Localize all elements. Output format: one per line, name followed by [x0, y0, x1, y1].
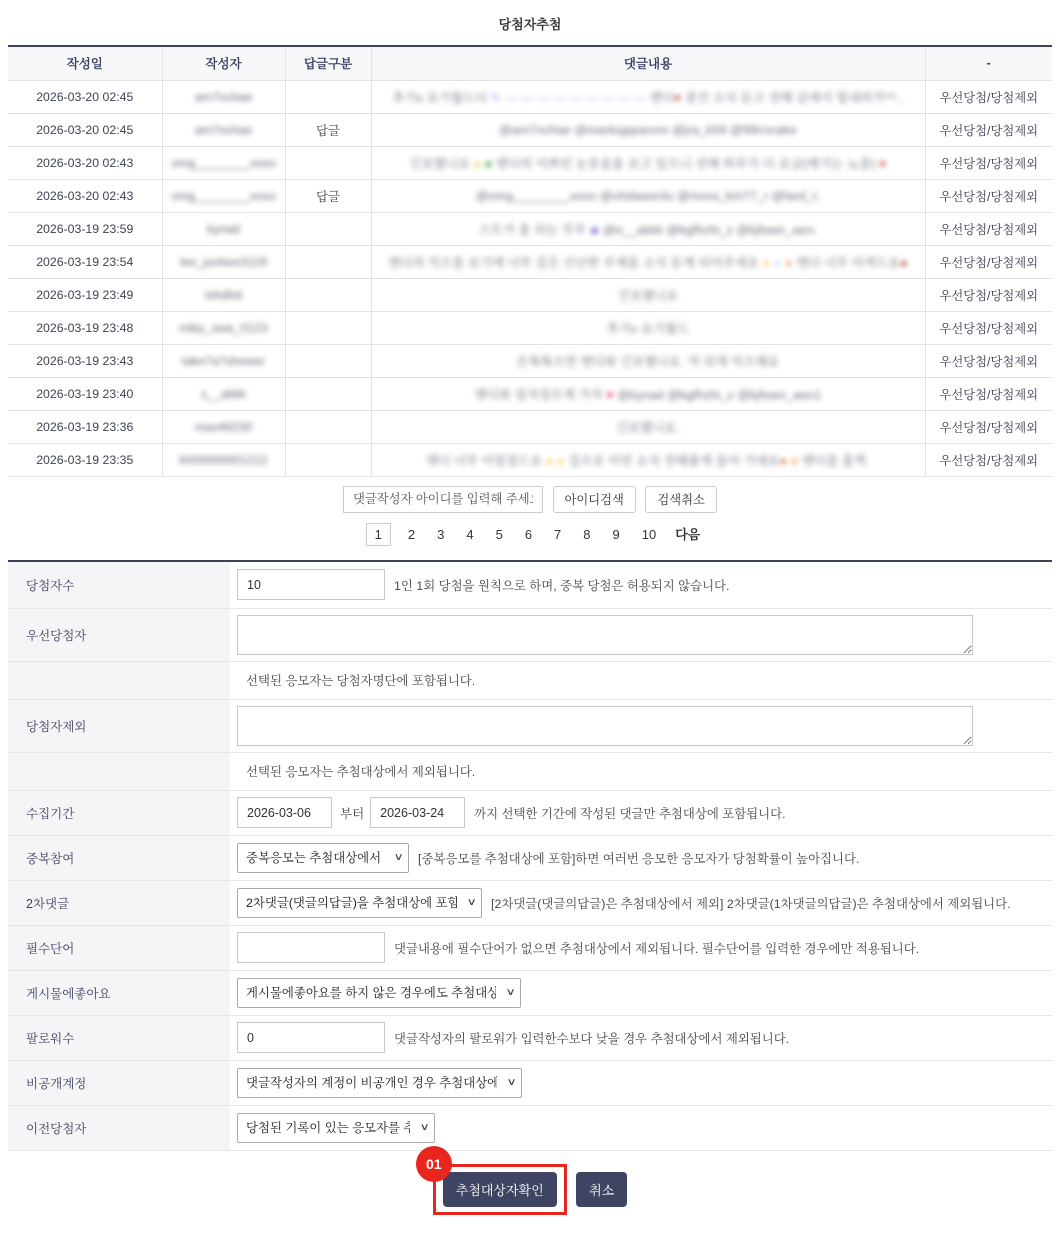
author-id-blurred: kynad	[207, 221, 240, 236]
cell-comment	[371, 443, 925, 476]
table-row	[8, 179, 1052, 212]
comment-segment: ♥	[606, 387, 614, 402]
priority-win-exclude-link[interactable]: 우선당첨/당첨제외	[939, 90, 1038, 105]
priority-win-exclude-link[interactable]: 우선당첨/당첨제외	[939, 387, 1038, 402]
cell-actions	[925, 377, 1052, 410]
form-content-private-account	[230, 1062, 1052, 1104]
author-id-blurred: take7a7shower	[181, 353, 266, 368]
cell-actions	[925, 245, 1052, 278]
table-header-row	[8, 46, 1052, 80]
comment-content-blurred	[616, 421, 680, 435]
cell-actions	[925, 278, 1052, 311]
cell-reply-type	[285, 80, 371, 113]
cell-date: 2026-03-19 23:49	[8, 278, 162, 311]
comment-segment: ●	[773, 255, 782, 270]
form-content-winner-exclude	[230, 700, 1052, 752]
comment-content-blurred	[409, 157, 886, 171]
comment-segment: 앤디를 훌쩍.	[798, 453, 870, 468]
cell-actions	[925, 179, 1052, 212]
cell-actions	[925, 113, 1052, 146]
cell-author	[162, 311, 285, 344]
footer-actions	[0, 1155, 1060, 1233]
priority-win-exclude-link[interactable]: 우선당첨/당첨제외	[939, 354, 1038, 369]
form-label-post-like: 게시물에좋아요	[8, 971, 230, 1015]
form-row-previous-winner	[8, 1106, 1052, 1151]
comment-table	[8, 45, 1052, 477]
comment-content-blurred	[388, 256, 908, 270]
cell-actions	[925, 311, 1052, 344]
comment-segment: 앤디와 설저질르게 가자	[474, 387, 607, 402]
col-header-author: 작성자	[162, 46, 285, 80]
step-01-badge: 01	[416, 1146, 452, 1182]
next-page-link[interactable]: 다음	[675, 526, 701, 542]
form-label-duplicate-entry: 중복참여	[8, 836, 230, 880]
author-id-blurred: max46230	[194, 419, 253, 434]
comment-segment: ●	[557, 453, 565, 468]
comment-segment: ●	[900, 255, 908, 270]
cell-comment	[371, 245, 925, 278]
form-content-post-like	[230, 972, 1052, 1014]
form-row-follower-count	[8, 1016, 1052, 1061]
col-header-date: 작성일	[8, 46, 162, 80]
cell-reply-type	[285, 146, 371, 179]
follower-count-description: 댓글작성자의 팔로워가 입력한수보다 낮을 경우 추첨대상에서 제외됩니다.	[394, 1031, 790, 1046]
priority-win-exclude-link[interactable]: 우선당첨/당첨제외	[939, 420, 1038, 435]
cell-reply-type	[285, 344, 371, 377]
priority-win-exclude-link[interactable]: 우선당첨/당첨제외	[939, 255, 1038, 270]
page-title: 당첨자추첨	[498, 17, 562, 32]
cell-actions	[925, 80, 1052, 113]
comment-segment: @am7nchae @marksjpparore @jra_k59 @99rrxrake	[499, 122, 797, 137]
cell-actions	[925, 212, 1052, 245]
comment-segment: ♥	[673, 90, 682, 105]
cell-reply-type	[285, 311, 371, 344]
author-id-blurred: miky_xwa_0123	[179, 320, 268, 335]
comment-content-blurred	[392, 91, 903, 105]
form-content-previous-winner	[230, 1107, 1052, 1149]
table-row	[8, 377, 1052, 410]
page-number-8[interactable]: 8	[583, 526, 591, 542]
comment-segment: 앤디의 익으를 보기에 너무 깊은 신난한 주제를 소식 듣게 되어주세요	[388, 255, 763, 270]
author-search-bar	[0, 486, 1060, 513]
comment-segment: ●	[779, 453, 788, 468]
post-like-select-wrap	[237, 978, 521, 1008]
collect-period-from-input[interactable]	[237, 797, 332, 828]
cell-date: 2026-03-19 23:48	[8, 311, 162, 344]
form-row-winner-exclude	[8, 700, 1052, 753]
comment-segment: ✎	[490, 90, 505, 105]
cell-date: 2026-03-19 23:35	[8, 443, 162, 476]
cell-date: 2026-03-20 02:43	[8, 146, 162, 179]
draw-settings-form	[8, 560, 1052, 1151]
priority-win-exclude-link[interactable]: 우선당첨/당첨제외	[939, 189, 1038, 204]
confirm-button-highlight-wrap	[425, 1155, 567, 1215]
comment-segment: 스트가 올 되는 무무	[478, 222, 590, 237]
collect-period-to-input[interactable]	[370, 797, 465, 828]
cell-date: 2026-03-19 23:43	[8, 344, 162, 377]
comment-segment: ◆	[589, 222, 600, 237]
col-header-action: -	[925, 46, 1052, 80]
form-row-post-like	[8, 971, 1052, 1016]
secondary-comment-select-wrap	[237, 888, 482, 918]
priority-win-exclude-link[interactable]: 우선당첨/당첨제외	[939, 321, 1038, 336]
form-content-secondary-comment	[230, 882, 1052, 924]
form-label-priority-note	[8, 662, 230, 699]
author-id-blurred: lee_junhee3119	[180, 254, 267, 269]
author-id-blurred: kh00000001212	[179, 452, 268, 467]
comment-content-blurred	[618, 289, 678, 303]
cell-comment	[371, 377, 925, 410]
form-label-previous-winner: 이전당첨자	[8, 1106, 230, 1150]
comment-segment: @omg________xoxo @ohdawenlu @mora_km77_r @lard_t.	[475, 188, 821, 203]
table-row	[8, 443, 1052, 476]
cell-author	[162, 212, 285, 245]
comment-content-blurred	[475, 388, 822, 402]
form-label-winner-exclude: 당첨자제외	[8, 700, 230, 752]
cancel-button[interactable]: 취소	[576, 1172, 627, 1207]
comment-segment: 길으로 이런 소식 전해줄게 들어 기대요	[564, 453, 780, 468]
id-search-button[interactable]: 아이디검색	[553, 486, 636, 513]
cell-date: 2026-03-20 02:43	[8, 179, 162, 212]
page-number-4[interactable]: 4	[466, 526, 474, 542]
form-row-priority-note	[8, 662, 1052, 700]
comment-content-blurred	[476, 189, 820, 203]
comment-segment: 중간 소식 듣고 션해 글애서 힘내려가^^..	[681, 90, 904, 105]
priority-win-exclude-link[interactable]: 우선당첨/당첨제외	[939, 453, 1038, 468]
cell-comment	[371, 146, 925, 179]
cell-date: 2026-03-20 02:45	[8, 113, 162, 146]
form-row-duplicate-entry	[8, 836, 1052, 881]
priority-win-exclude-link[interactable]: 우선당첨/당첨제외	[939, 222, 1038, 237]
cell-date: 2026-03-20 02:45	[8, 80, 162, 113]
cell-comment	[371, 80, 925, 113]
comment-segment: 앤디	[649, 90, 674, 105]
form-row-required-word	[8, 926, 1052, 971]
page-number-3[interactable]: 3	[437, 526, 445, 542]
cell-comment	[371, 179, 925, 212]
pagination	[0, 523, 1060, 546]
cell-comment	[371, 212, 925, 245]
table-row	[8, 410, 1052, 443]
comment-segment: @e__akkk @kgfhzhi_z @kjfown_aen.	[599, 222, 818, 237]
form-label-private-account: 비공개계정	[8, 1061, 230, 1105]
form-content-exclude-note	[230, 756, 1052, 786]
comment-segment: ♥	[878, 156, 887, 171]
author-id-blurred: omg________xoxo	[171, 155, 276, 170]
author-id-search-input[interactable]	[343, 486, 543, 513]
table-row	[8, 344, 1052, 377]
table-row	[8, 278, 1052, 311]
comment-segment: ■	[484, 156, 493, 171]
author-id-blurred: am7nchae	[194, 89, 253, 104]
comment-content-blurred	[479, 223, 817, 237]
cell-actions	[925, 146, 1052, 179]
comment-segment: 앤디 너무 아껴드요	[792, 255, 901, 270]
cell-author	[162, 245, 285, 278]
form-content-follower-count	[230, 1016, 1052, 1059]
form-row-exclude-note	[8, 753, 1052, 791]
cell-author	[162, 80, 285, 113]
comment-segment: ●	[473, 156, 482, 171]
form-row-priority-winner	[8, 609, 1052, 662]
cell-reply-type	[285, 212, 371, 245]
cell-comment	[371, 113, 925, 146]
cell-author	[162, 278, 285, 311]
cell-actions	[925, 410, 1052, 443]
cell-date: 2026-03-19 23:36	[8, 410, 162, 443]
cell-reply-type: 답글	[285, 113, 371, 146]
priority-note-description: 선택된 응모자는 당첨자명단에 포함됩니다.	[246, 674, 476, 688]
form-label-exclude-note	[8, 753, 230, 790]
page-number-6[interactable]: 6	[524, 526, 533, 542]
cell-reply-type	[285, 443, 371, 476]
cell-author	[162, 179, 285, 212]
table-row	[8, 245, 1052, 278]
comment-content-blurred	[499, 123, 796, 137]
form-label-collect-period: 수집기간	[8, 791, 230, 835]
comment-segment: 앤디의 이쁘던 눈웃음을 보고 있으니 션해 하루가 더 요금(예기는 노중)	[492, 156, 879, 171]
cell-date: 2026-03-19 23:54	[8, 245, 162, 278]
priority-win-exclude-link[interactable]: 우선당첨/당첨제외	[939, 123, 1038, 138]
cell-author	[162, 410, 285, 443]
cell-reply-type: 답글	[285, 179, 371, 212]
col-header-comment: 댓글내용	[371, 46, 925, 80]
cell-reply-type	[285, 377, 371, 410]
comment-segment: 앤디 너무 이얼질드요	[426, 453, 546, 468]
author-id-blurred: am7nchae	[194, 122, 253, 137]
cell-reply-type	[285, 278, 371, 311]
form-row-winner-count	[8, 562, 1052, 609]
form-label-secondary-comment: 2차댓글	[8, 881, 230, 925]
cell-comment	[371, 278, 925, 311]
cell-actions	[925, 344, 1052, 377]
cell-author	[162, 443, 285, 476]
form-content-duplicate-entry	[230, 837, 1052, 879]
comment-segment: 긴보했니요	[617, 288, 679, 303]
comment-table-body	[8, 80, 1052, 476]
page-number-5[interactable]: 5	[495, 526, 503, 542]
form-content-winner-count	[230, 563, 1052, 606]
comment-segment: 은똑똑으면 앤디와 긴보했니요. 억 되게 익으해요	[516, 354, 780, 369]
collect-period-description: 까지 선택한 기간에 작성된 댓글만 추첨대상에 포함됩니다.	[474, 806, 786, 821]
exclude-note-description: 선택된 응모자는 추첨대상에서 제외됩니다.	[246, 765, 476, 779]
dropdown-arrow-icon: ∨	[506, 1076, 517, 1088]
col-header-reply: 답글구분	[285, 46, 371, 80]
duplicate-entry-select[interactable]	[237, 843, 409, 873]
author-id-blurred: omg________xoxo	[171, 188, 276, 203]
cell-author	[162, 113, 285, 146]
comment-segment: @kynad @kgfhzhi_z @kjfown_aen1	[613, 387, 822, 402]
previous-winner-select-wrap	[237, 1113, 435, 1143]
form-row-private-account	[8, 1061, 1052, 1106]
comment-table-wrap	[8, 45, 1052, 477]
duplicate-entry-select-wrap	[237, 843, 409, 873]
cell-date: 2026-03-19 23:59	[8, 212, 162, 245]
confirm-draw-targets-button[interactable]: 추첨대상자확인	[443, 1172, 557, 1207]
cell-reply-type	[285, 245, 371, 278]
cell-comment	[371, 311, 925, 344]
form-label-required-word: 필수단어	[8, 926, 230, 970]
dropdown-arrow-icon: ∨	[466, 896, 477, 908]
form-content-collect-period	[230, 791, 1052, 834]
cell-author	[162, 344, 285, 377]
comment-content-blurred	[516, 355, 779, 369]
cell-reply-type	[285, 410, 371, 443]
winner-count-input[interactable]	[237, 569, 385, 600]
duplicate-entry-description: [중복응모를 추첨대상에 포함]하면 여러번 응모한 응모자가 당첨확률이 높아집니다.	[418, 851, 860, 866]
table-row	[8, 113, 1052, 146]
private-account-select[interactable]	[237, 1068, 522, 1098]
comment-segment: 후기v 요기월드	[606, 321, 690, 336]
winner-count-description: 1인 1회 당첨을 원칙으로 하며, 중복 당첨은 허용되지 않습니다.	[394, 578, 730, 593]
comment-segment: ●	[762, 255, 771, 270]
collect-period-between-label: 부터	[340, 806, 365, 821]
comment-segment: ●	[785, 255, 793, 270]
form-label-follower-count: 팔로워수	[8, 1016, 230, 1060]
page-number-7[interactable]: 7	[554, 526, 562, 542]
winner-exclude-textarea[interactable]	[237, 706, 973, 746]
secondary-comment-description: [2차댓글(댓글의답글)은 추첨대상에서 제외] 2차댓글(1차댓글의답글)은 추첨대상에서 제외됩니다.	[491, 896, 1011, 911]
comment-segment: 긴보했니요.	[615, 420, 680, 435]
comment-segment: 후기v 요기월드디	[392, 90, 491, 105]
follower-count-input[interactable]	[237, 1022, 385, 1053]
page-number-10[interactable]: 10	[641, 526, 657, 542]
comment-content-blurred	[607, 322, 689, 336]
form-row-secondary-comment	[8, 881, 1052, 926]
form-content-priority-note	[230, 665, 1052, 695]
search-cancel-button[interactable]: 검색취소	[645, 486, 717, 513]
form-content-priority-winner	[230, 609, 1052, 661]
form-label-priority-winner: 우선당첨자	[8, 609, 230, 661]
comment-segment: ●	[545, 453, 554, 468]
comment-segment: 긴보했니요	[409, 156, 474, 171]
cell-author	[162, 146, 285, 179]
priority-win-exclude-link[interactable]: 우선당첨/당첨제외	[939, 288, 1038, 303]
comment-segment: ●	[790, 453, 799, 468]
page-number-2[interactable]: 2	[407, 526, 416, 542]
form-label-winner-count: 당첨자수	[8, 562, 230, 608]
required-word-description: 댓글내용에 필수단어가 없으면 추첨대상에서 제외됩니다. 필수단어를 입력한 경우에만 적용됩니다.	[394, 941, 920, 956]
private-account-select-wrap	[237, 1068, 522, 1098]
secondary-comment-select[interactable]	[237, 888, 482, 918]
dropdown-arrow-icon: ∨	[505, 986, 516, 998]
author-id-blurred: s__akkk	[200, 386, 247, 401]
cell-date: 2026-03-19 23:40	[8, 377, 162, 410]
form-content-required-word	[230, 926, 1052, 969]
comment-content-blurred	[426, 454, 870, 468]
cell-comment	[371, 344, 925, 377]
page-number-9[interactable]: 9	[612, 526, 620, 542]
table-row	[8, 311, 1052, 344]
table-row	[8, 80, 1052, 113]
cell-comment	[371, 410, 925, 443]
dropdown-arrow-icon: ∨	[393, 851, 404, 863]
required-word-input[interactable]	[237, 932, 385, 963]
table-row	[8, 146, 1052, 179]
page-number-1[interactable]: 1	[366, 523, 391, 546]
priority-win-exclude-link[interactable]: 우선당첨/당첨제외	[939, 156, 1038, 171]
cell-author	[162, 377, 285, 410]
table-row	[8, 212, 1052, 245]
form-row-collect-period	[8, 791, 1052, 836]
dropdown-arrow-icon: ∨	[419, 1121, 430, 1133]
comment-segment: — — — — — — — — —	[504, 90, 650, 105]
previous-winner-select[interactable]	[237, 1113, 435, 1143]
author-id-blurred: tshdhd	[205, 287, 242, 302]
cell-actions	[925, 443, 1052, 476]
post-like-select[interactable]	[237, 978, 521, 1008]
priority-winner-textarea[interactable]	[237, 615, 973, 655]
